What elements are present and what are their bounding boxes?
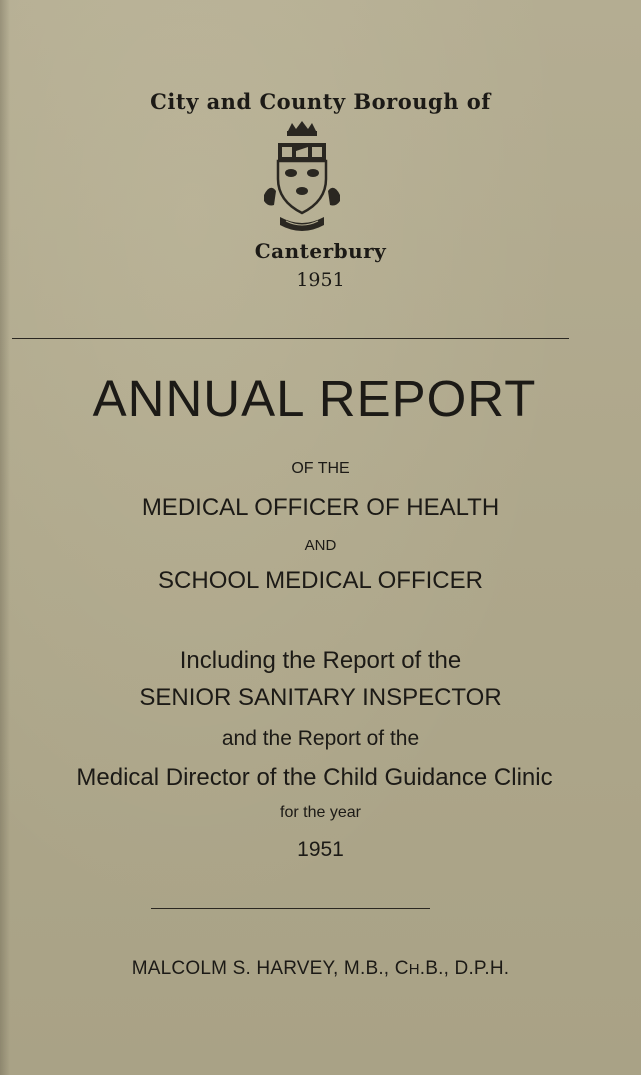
senior-sanitary-inspector-heading: SENIOR SANITARY INSPECTOR xyxy=(139,684,502,711)
of-the-label: OF THE xyxy=(291,460,350,477)
crest-icon xyxy=(262,121,342,237)
divider-bottom xyxy=(151,908,430,909)
school-medical-officer-heading: SCHOOL MEDICAL OFFICER xyxy=(158,567,483,594)
author-name: MALCOLM S. HARVEY, M.B., xyxy=(131,958,390,979)
and-report-line: and the Report of the xyxy=(221,727,420,750)
author-ch-initial: C xyxy=(394,958,409,979)
for-the-year-line: for the year xyxy=(280,804,361,821)
borough-heading: City and County Borough of xyxy=(150,89,491,114)
author-degrees: .B., D.P.H. xyxy=(419,958,510,979)
author-line xyxy=(0,958,641,980)
author-ch-smallcap: H xyxy=(408,961,420,978)
header-year: 1951 xyxy=(296,269,345,291)
report-year: 1951 xyxy=(297,838,344,861)
including-line: Including the Report of the xyxy=(179,647,462,674)
medical-officer-heading: MEDICAL OFFICER OF HEALTH xyxy=(141,494,500,521)
divider-top xyxy=(12,338,569,339)
report-title: ANNUAL REPORT xyxy=(92,370,537,427)
place-name: Canterbury xyxy=(254,239,387,263)
child-guidance-clinic-line: Medical Director of the Child Guidance Clinic xyxy=(76,764,553,791)
and-label: AND xyxy=(304,537,337,554)
